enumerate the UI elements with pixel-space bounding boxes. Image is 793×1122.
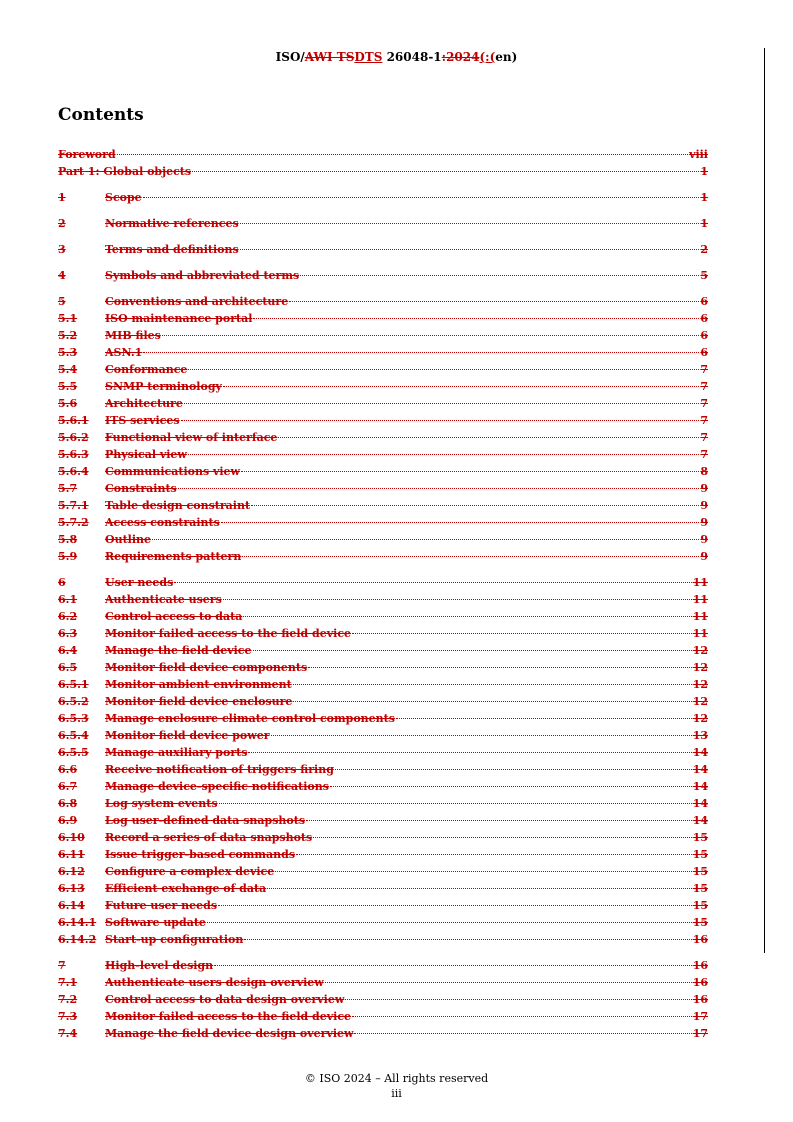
toc-entry-title: High-level design: [105, 959, 214, 972]
toc-entry-title: Outline: [105, 533, 152, 546]
change-bar: [764, 48, 765, 953]
toc-entry[interactable]: [58, 395, 708, 412]
toc-entry-title: Authenticate users design overview: [105, 976, 324, 989]
toc-entry-title: Requirements pattern: [105, 550, 242, 563]
toc-entry-page: 7: [700, 397, 708, 410]
toc-entry-title: Receive notification of triggers firing: [105, 763, 334, 776]
toc-entry-title: ASN.1: [105, 346, 143, 359]
toc-entry-title: Scope: [105, 191, 142, 204]
toc-entry-page: 15: [692, 865, 708, 878]
toc-dot-leader: [223, 386, 699, 387]
toc-entry-title: Monitor field device enclosure: [105, 695, 293, 708]
toc-entry-number: 5.7.1: [58, 499, 89, 512]
toc-entry-number: 5.1: [58, 312, 78, 325]
toc-entry-page: 12: [692, 695, 708, 708]
toc-dot-leader: [244, 939, 691, 940]
toc-entry-number: 6.14.1: [58, 916, 97, 929]
toc-entry-page: 17: [692, 1010, 708, 1023]
toc-dot-leader: [352, 633, 692, 634]
toc-entry-page: 12: [692, 712, 708, 725]
header-deleted-text-2: :2024: [441, 50, 480, 64]
toc-entry-title: Control access to data: [105, 610, 243, 623]
toc-entry-number: 6.6: [58, 763, 78, 776]
toc-entry-number: 4: [58, 269, 66, 282]
toc-entry[interactable]: [58, 463, 708, 480]
toc-entry-number: 6.5.1: [58, 678, 89, 691]
toc-entry-page: 15: [692, 916, 708, 929]
toc-dot-leader: [184, 403, 699, 404]
toc-entry-title: Conformance: [105, 363, 188, 376]
toc-entry-title: Monitor field device components: [105, 661, 308, 674]
toc-entry[interactable]: [58, 241, 708, 258]
toc-entry-page: 6: [700, 346, 708, 359]
toc-entry-number: 6.12: [58, 865, 85, 878]
toc-entry-number: 5.3: [58, 346, 78, 359]
toc-entry-number: 6.10: [58, 831, 85, 844]
toc-entry-number: 6.5.2: [58, 695, 89, 708]
toc-entry-page: 9: [700, 516, 708, 529]
toc-entry-title: User needs: [105, 576, 174, 589]
toc-entry-number: 6.9: [58, 814, 78, 827]
toc-entry[interactable]: [58, 897, 708, 914]
toc-entry-page: 5: [700, 269, 708, 282]
toc-entry-page: 16: [692, 976, 708, 989]
toc-entry-number: 3: [58, 243, 66, 256]
toc-entry[interactable]: [58, 608, 708, 625]
toc-dot-leader: [248, 752, 691, 753]
toc-entry-page: 1: [700, 191, 708, 204]
toc-entry[interactable]: [58, 761, 708, 778]
toc-dot-leader: [223, 599, 692, 600]
toc-entry-number: 6.7: [58, 780, 78, 793]
toc-dot-leader: [143, 197, 700, 198]
toc-entry-page: 6: [700, 295, 708, 308]
toc-entry[interactable]: [58, 863, 708, 880]
toc-entry-number: 5.9: [58, 550, 78, 563]
toc-entry[interactable]: [58, 914, 708, 931]
toc-dot-leader: [325, 982, 692, 983]
toc-entry-page: 11: [692, 610, 708, 623]
toc-entry-title: MIB files: [105, 329, 161, 342]
toc-dot-leader: [253, 318, 699, 319]
toc-entry[interactable]: [58, 310, 708, 327]
toc-entry-number: 5.6.3: [58, 448, 89, 461]
toc-entry[interactable]: [58, 676, 708, 693]
toc-entry[interactable]: [58, 189, 708, 206]
toc-entry[interactable]: [58, 497, 708, 514]
toc-dot-leader: [221, 522, 700, 523]
toc-entry-title: Table design constraint: [105, 499, 251, 512]
header-inserted-text-1: DTS: [354, 50, 383, 64]
toc-dot-leader: [117, 154, 688, 155]
toc-entry-title: Foreword: [58, 148, 116, 161]
toc-entry-number: 7: [58, 959, 66, 972]
header-middle: 26048-1: [382, 50, 442, 64]
toc-entry-title: Efficient exchange of data: [105, 882, 267, 895]
toc-entry-number: 5.5: [58, 380, 78, 393]
toc-entry-title: Record a series of data snapshots: [105, 831, 313, 844]
toc-dot-leader: [242, 556, 699, 557]
toc-dot-leader: [162, 335, 700, 336]
contents-title: Contents: [58, 105, 144, 125]
toc-entry[interactable]: [58, 710, 708, 727]
toc-entry-number: 5.4: [58, 363, 78, 376]
toc-entry[interactable]: [58, 829, 708, 846]
toc-entry-title: Access constraints: [105, 516, 220, 529]
toc-entry-page: 9: [700, 550, 708, 563]
toc-entry[interactable]: [58, 642, 708, 659]
header-prefix: ISO/: [275, 50, 305, 64]
toc-entry-number: 6.5: [58, 661, 78, 674]
toc-entry-title: Monitor field device power: [105, 729, 270, 742]
toc-dot-leader: [243, 616, 691, 617]
toc-entry-title: Monitor ambient environment: [105, 678, 292, 691]
toc-dot-leader: [174, 582, 691, 583]
toc-entry-page: 15: [692, 899, 708, 912]
toc-entry-title: Manage auxiliary ports: [105, 746, 248, 759]
toc-dot-leader: [313, 837, 691, 838]
toc-entry-page: 14: [692, 797, 708, 810]
toc-entry-title: Physical view: [105, 448, 187, 461]
toc-entry-title: Manage the field device design overview: [105, 1027, 354, 1040]
toc-entry-page: 14: [692, 763, 708, 776]
toc-dot-leader: [253, 650, 692, 651]
toc-entry-number: 5.7.2: [58, 516, 89, 529]
toc-entry-page: 17: [692, 1027, 708, 1040]
toc-entry-title: Software update: [105, 916, 206, 929]
toc-entry[interactable]: [58, 931, 708, 948]
toc-entry-number: 1: [58, 191, 66, 204]
toc-dot-leader: [352, 1016, 692, 1017]
toc-dot-leader: [271, 735, 692, 736]
toc-entry-page: 12: [692, 678, 708, 691]
toc-entry[interactable]: [58, 795, 708, 812]
toc-entry-number: 5.8: [58, 533, 78, 546]
toc-dot-leader: [296, 854, 692, 855]
toc-dot-leader: [396, 718, 692, 719]
toc-entry[interactable]: [58, 625, 708, 642]
toc-entry[interactable]: [58, 591, 708, 608]
toc-entry-page: 15: [692, 882, 708, 895]
toc-entry-page: 15: [692, 831, 708, 844]
toc-dot-leader: [188, 454, 699, 455]
toc-entry[interactable]: [58, 548, 708, 565]
toc-entry-page: 1: [700, 165, 708, 178]
toc-entry-page: 16: [692, 933, 708, 946]
toc-entry-number: 6.11: [58, 848, 85, 861]
toc-entry-title: Monitor failed access to the field device: [105, 627, 352, 640]
toc-entry[interactable]: [58, 514, 708, 531]
toc-dot-leader: [293, 684, 692, 685]
toc-entry-page: 8: [700, 465, 708, 478]
toc-dot-leader: [335, 769, 692, 770]
toc-entry-number: 5.6.4: [58, 465, 89, 478]
toc-entry-page: 15: [692, 848, 708, 861]
toc-entry-title: Authenticate users: [105, 593, 222, 606]
toc-entry-page: 14: [692, 780, 708, 793]
table-of-contents: [58, 146, 708, 1042]
header-inserted-text-2: (:(: [479, 50, 496, 64]
toc-dot-leader: [293, 701, 691, 702]
toc-entry-number: 5.2: [58, 329, 78, 342]
toc-dot-leader: [300, 275, 699, 276]
toc-dot-leader: [192, 171, 699, 172]
toc-dot-leader: [330, 786, 692, 787]
toc-entry-number: 5.6: [58, 397, 78, 410]
toc-dot-leader: [188, 369, 699, 370]
toc-dot-leader: [345, 999, 691, 1000]
toc-entry-number: 5.6.1: [58, 414, 89, 427]
toc-entry-title: Manage device-specific notifications: [105, 780, 329, 793]
toc-entry[interactable]: [58, 344, 708, 361]
toc-entry-number: 6.14.2: [58, 933, 97, 946]
page-number: iii: [391, 1087, 402, 1100]
toc-entry-number: 5: [58, 295, 66, 308]
toc-dot-leader: [289, 301, 699, 302]
toc-entry-page: 9: [700, 499, 708, 512]
toc-entry-title: Symbols and abbreviated terms: [105, 269, 300, 282]
toc-entry-title: Monitor failed access to the field device: [105, 1010, 352, 1023]
toc-entry-number: 6.3: [58, 627, 78, 640]
toc-entry-number: 5.6.2: [58, 431, 89, 444]
toc-entry-page: 7: [700, 380, 708, 393]
toc-entry-number: 6.13: [58, 882, 85, 895]
toc-entry[interactable]: [58, 215, 708, 232]
toc-entry[interactable]: [58, 693, 708, 710]
toc-entry[interactable]: [58, 378, 708, 395]
header-suffix: en): [495, 50, 518, 64]
toc-entry-title: Control access to data design overview: [105, 993, 345, 1006]
toc-entry-number: 6.8: [58, 797, 78, 810]
toc-entry[interactable]: [58, 880, 708, 897]
toc-dot-leader: [214, 965, 692, 966]
toc-entry-title: Log system events: [105, 797, 218, 810]
toc-dot-leader: [275, 871, 691, 872]
toc-entry[interactable]: [58, 778, 708, 795]
toc-entry[interactable]: [58, 146, 708, 163]
toc-entry[interactable]: [58, 744, 708, 761]
toc-entry-number: 6.14: [58, 899, 85, 912]
toc-entry-page: 14: [692, 746, 708, 759]
toc-entry-page: 9: [700, 482, 708, 495]
toc-entry-title: Communications view: [105, 465, 241, 478]
toc-entry-title: Issue trigger-based commands: [105, 848, 296, 861]
toc-dot-leader: [354, 1033, 691, 1034]
toc-dot-leader: [240, 223, 700, 224]
toc-dot-leader: [181, 420, 700, 421]
toc-entry-title: Log user-defined data snapshots: [105, 814, 306, 827]
toc-entry[interactable]: [58, 957, 708, 974]
toc-entry-title: Terms and definitions: [105, 243, 239, 256]
toc-entry[interactable]: [58, 812, 708, 829]
toc-entry[interactable]: [58, 659, 708, 676]
toc-entry[interactable]: [58, 163, 708, 180]
toc-entry-title: Manage the field device: [105, 644, 252, 657]
toc-entry-number: 7.4: [58, 1027, 78, 1040]
toc-entry-title: SNMP terminology: [105, 380, 222, 393]
toc-entry[interactable]: [58, 991, 708, 1008]
header-deleted-text-1: AWI TS: [304, 50, 355, 64]
toc-entry-page: 6: [700, 312, 708, 325]
toc-entry-page: 7: [700, 431, 708, 444]
toc-entry-page: 1: [700, 217, 708, 230]
toc-entry[interactable]: [58, 846, 708, 863]
toc-entry[interactable]: [58, 574, 708, 591]
toc-entry[interactable]: [58, 974, 708, 991]
toc-dot-leader: [207, 922, 692, 923]
toc-entry-number: 2: [58, 217, 66, 230]
toc-entry[interactable]: [58, 446, 708, 463]
toc-entry-number: 5.7: [58, 482, 78, 495]
page-footer: [0, 1071, 793, 1101]
toc-entry-number: 6.1: [58, 593, 78, 606]
toc-entry-page: 12: [692, 661, 708, 674]
running-header: [0, 49, 793, 65]
toc-entry-title: Normative references: [105, 217, 239, 230]
toc-entry-page: 12: [692, 644, 708, 657]
toc-dot-leader: [267, 888, 691, 889]
toc-entry-page: 7: [700, 448, 708, 461]
toc-dot-leader: [306, 820, 692, 821]
toc-entry-page: 9: [700, 533, 708, 546]
toc-entry[interactable]: [58, 412, 708, 429]
toc-entry[interactable]: [58, 293, 708, 310]
toc-entry-title: Start-up configuration: [105, 933, 244, 946]
toc-dot-leader: [278, 437, 699, 438]
toc-entry-page: 11: [692, 593, 708, 606]
toc-dot-leader: [308, 667, 692, 668]
toc-entry-page: 16: [692, 993, 708, 1006]
toc-entry-number: 6.5.5: [58, 746, 89, 759]
toc-entry-title: ITS services: [105, 414, 180, 427]
copyright-notice: © ISO 2024 – All rights reserved: [304, 1072, 489, 1085]
toc-entry-title: Constraints: [105, 482, 177, 495]
toc-dot-leader: [218, 905, 692, 906]
toc-entry-page: 2: [700, 243, 708, 256]
toc-entry-title: Functional view of interface: [105, 431, 278, 444]
toc-entry[interactable]: [58, 531, 708, 548]
toc-entry-number: 6.5.4: [58, 729, 89, 742]
toc-entry-title: Part 1: Global objects: [58, 165, 192, 178]
toc-entry-number: 6: [58, 576, 66, 589]
toc-entry-title: Conventions and architecture: [105, 295, 289, 308]
toc-entry[interactable]: [58, 1008, 708, 1025]
toc-dot-leader: [152, 539, 699, 540]
toc-entry-number: 6.2: [58, 610, 78, 623]
toc-entry-number: 7.2: [58, 993, 78, 1006]
toc-entry[interactable]: [58, 480, 708, 497]
toc-entry-page: 11: [692, 627, 708, 640]
toc-entry-title: Architecture: [105, 397, 183, 410]
toc-entry[interactable]: [58, 327, 708, 344]
toc-entry-page: 7: [700, 363, 708, 376]
toc-entry-page: 16: [692, 959, 708, 972]
toc-entry[interactable]: [58, 267, 708, 284]
toc-dot-leader: [241, 471, 699, 472]
toc-entry-page: 11: [692, 576, 708, 589]
toc-dot-leader: [143, 352, 699, 353]
toc-dot-leader: [240, 249, 700, 250]
toc-entry-number: 7.3: [58, 1010, 78, 1023]
toc-entry-title: Future user needs: [105, 899, 218, 912]
toc-entry-page: 14: [692, 814, 708, 827]
toc-entry-title: Manage enclosure climate control components: [105, 712, 395, 725]
toc-entry-number: 6.4: [58, 644, 78, 657]
toc-entry-page: viii: [689, 148, 708, 161]
toc-dot-leader: [251, 505, 699, 506]
toc-entry-title: Configure a complex device: [105, 865, 275, 878]
toc-entry-number: 6.5.3: [58, 712, 89, 725]
toc-entry[interactable]: [58, 727, 708, 744]
toc-entry[interactable]: [58, 429, 708, 446]
toc-entry[interactable]: [58, 1025, 708, 1042]
toc-entry-page: 7: [700, 414, 708, 427]
toc-entry-page: 6: [700, 329, 708, 342]
toc-dot-leader: [219, 803, 692, 804]
toc-entry-number: 7.1: [58, 976, 78, 989]
toc-entry-title: ISO maintenance portal: [105, 312, 253, 325]
toc-entry-page: 13: [692, 729, 708, 742]
toc-entry[interactable]: [58, 361, 708, 378]
toc-dot-leader: [178, 488, 700, 489]
